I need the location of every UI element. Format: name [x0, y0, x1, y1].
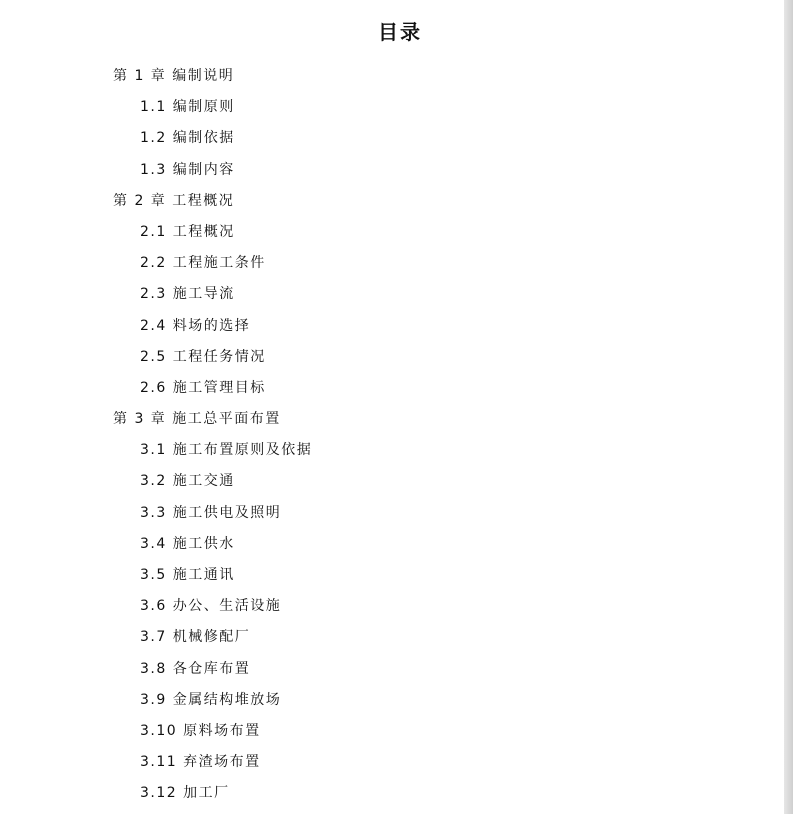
- toc-section-entry[interactable]: 2.4 料场的选择: [140, 317, 251, 334]
- toc-section-entry[interactable]: 3.8 各仓库布置: [140, 660, 251, 677]
- toc-section-entry[interactable]: 3.5 施工通讯: [140, 567, 235, 583]
- toc-section-entry[interactable]: 3.2 施工交通: [140, 473, 235, 490]
- toc-section-entry[interactable]: 3.11 弃渣场布置: [140, 754, 261, 771]
- toc-section-entry[interactable]: 3.10 原料场布置: [140, 722, 261, 739]
- toc-chapter-entry[interactable]: 第 1 章 编制说明: [113, 68, 235, 84]
- toc-section-entry[interactable]: 3.6 办公、生活设施: [140, 598, 282, 615]
- toc-section-entry[interactable]: 3.12 加工厂: [140, 785, 230, 802]
- toc-section-entry[interactable]: 2.6 施工管理目标: [140, 379, 266, 396]
- toc-section-entry[interactable]: 2.2 工程施工条件: [140, 255, 266, 272]
- toc-section-entry[interactable]: 2.1 工程概况: [140, 223, 235, 240]
- toc-chapter-entry[interactable]: 第 3 章 施工总平面布置: [113, 411, 281, 428]
- table-of-contents: [0, 61, 780, 810]
- toc-section-entry[interactable]: 1.2 编制依据: [140, 130, 235, 147]
- toc-section-entry[interactable]: 3.4 施工供水: [140, 535, 235, 552]
- page-title: 目录: [378, 20, 422, 44]
- toc-section-entry[interactable]: 2.3 施工导流: [140, 286, 235, 303]
- toc-section-entry[interactable]: 3.3 施工供电及照明: [140, 504, 282, 521]
- toc-chapter-entry[interactable]: 第 2 章 工程概况: [113, 192, 235, 209]
- toc-section-entry[interactable]: 1.1 编制原则: [140, 99, 235, 116]
- toc-section-entry[interactable]: 1.3 编制内容: [140, 161, 235, 178]
- toc-section-entry[interactable]: 3.9 金属结构堆放场: [140, 691, 282, 708]
- toc-section-entry[interactable]: 3.7 机械修配厂: [140, 629, 251, 646]
- toc-section-entry[interactable]: 2.5 工程任务情况: [140, 348, 266, 365]
- page-edge-shadow: [784, 0, 793, 814]
- toc-section-entry[interactable]: 3.1 施工布置原则及依据: [140, 442, 313, 459]
